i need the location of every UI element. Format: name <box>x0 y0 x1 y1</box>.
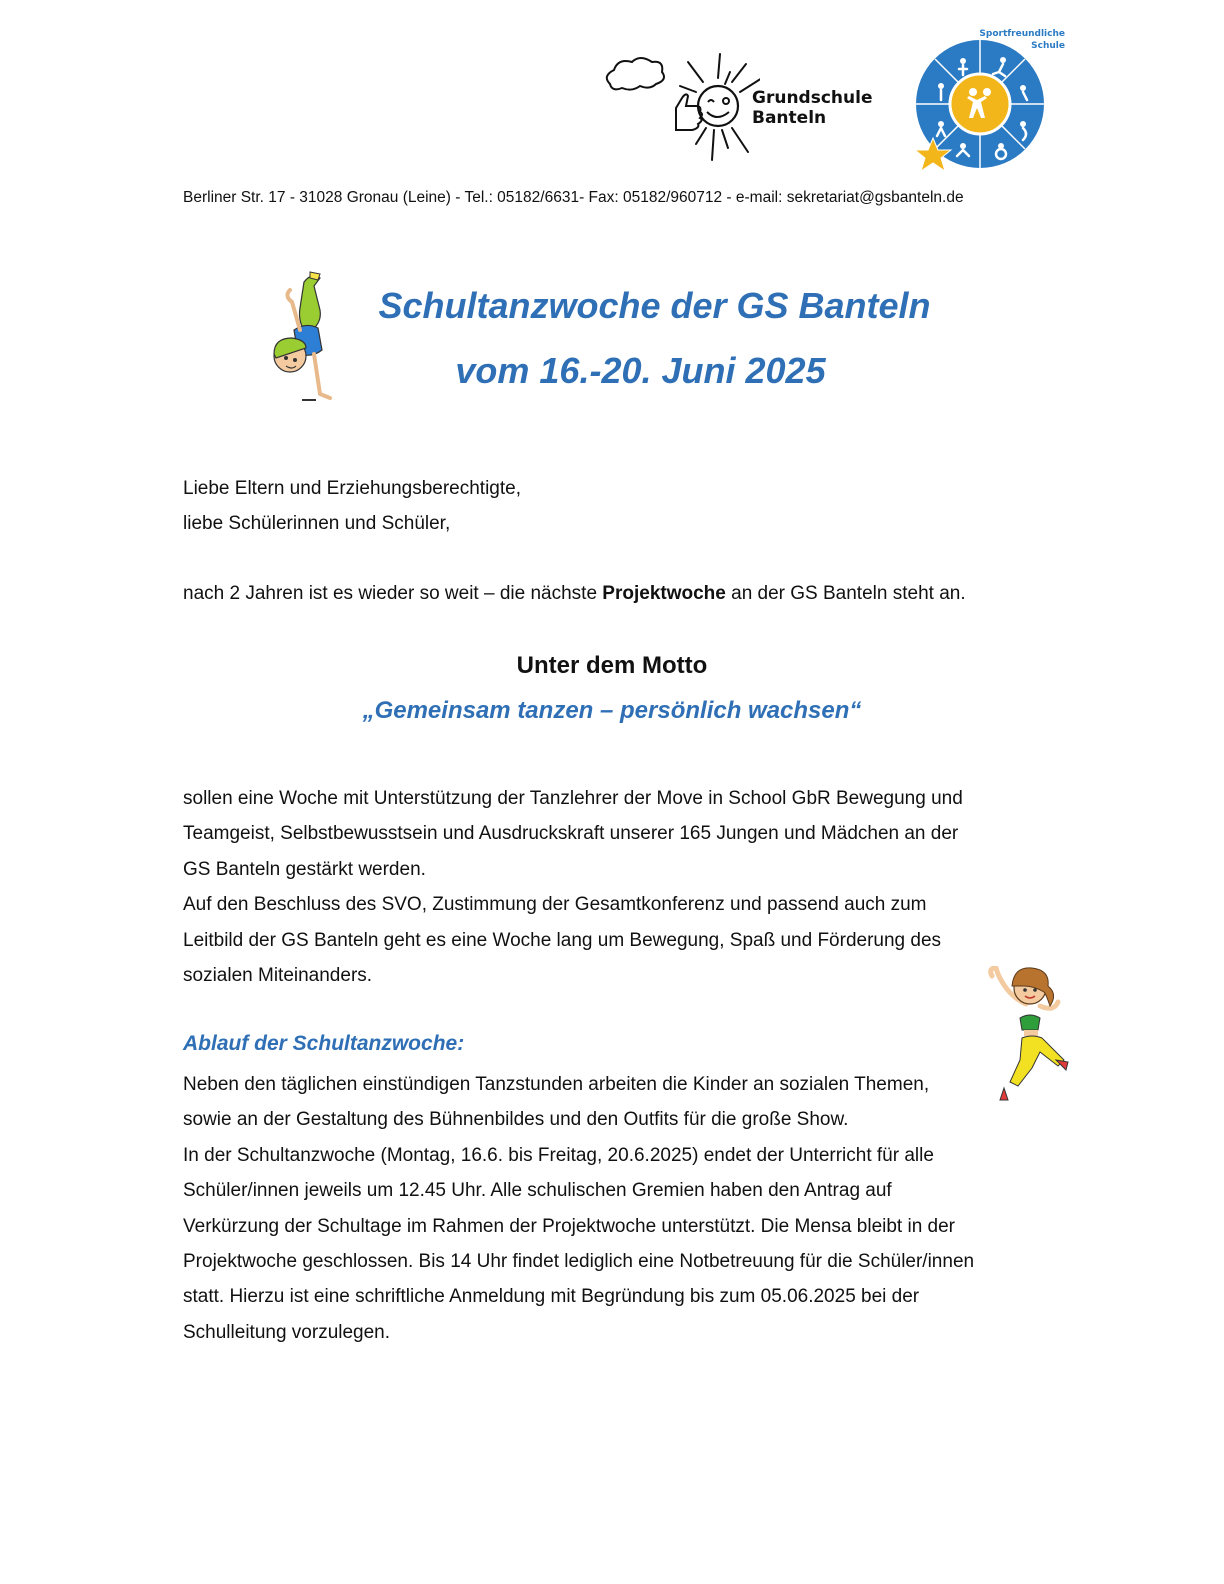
paragraph-line: In der Schultanzwoche (Montag, 16.6. bis Freitag, 20.6.2025) endet der Unterricht für alle <box>183 1144 934 1166</box>
paragraph-line: Schüler/innen jeweils um 12.45 Uhr. Alle schulischen Gremien haben den Antrag auf <box>183 1180 892 1202</box>
paragraph-line: Neben den täglichen einstündigen Tanzstunden arbeiten die Kinder an sozialen Themen, <box>183 1074 930 1095</box>
motto-heading: Unter dem Motto <box>516 652 708 679</box>
intro-sentence <box>183 576 1063 611</box>
paragraph-line: Schulleitung vorzulegen. <box>183 1321 391 1343</box>
paragraph-line: Auf den Beschluss des SVO, Zustimmung der Gesamtkonferenz und passend auch zum <box>183 894 927 916</box>
intro-after: an der GS Banteln steht an. <box>725 583 966 604</box>
paragraph-line: GS Banteln gestärkt werden. <box>183 858 426 880</box>
intro-before: nach 2 Jahren ist es wieder so weit – die nächste <box>183 583 603 604</box>
school-name <box>752 88 882 128</box>
paragraph-line: Verkürzung der Schultage im Rahmen der Projektwoche unterstützt. Die Mensa bleibt in der <box>183 1215 956 1237</box>
school-name-line2: Banteln <box>752 108 827 128</box>
address-line: Berliner Str. 17 - 31028 Gronau (Leine) - Tel.: 05182/6631- Fax: 05182/960712 - e-mail: sekretariat@gsbanteln.de <box>183 189 964 206</box>
greeting-line1: Liebe Eltern und Erziehungsberechtigte, <box>183 478 522 499</box>
paragraph-line: sozialen Miteinanders. <box>183 965 373 987</box>
intro-bold-projektwoche: Projektwoche <box>602 583 726 604</box>
paragraph-line: Teamgeist, Selbstbewusstsein und Ausdruckskraft unserer 165 Jungen und Mädchen an der <box>183 823 959 845</box>
paragraph-line: Leitbild der GS Banteln geht es eine Woche lang um Bewegung, Spaß und Förderung des <box>183 929 942 951</box>
paragraph-line: sollen eine Woche mit Unterstützung der Tanzlehrer der Move in School GbR Bewegung und <box>183 788 963 809</box>
greeting <box>183 471 1043 542</box>
sports-wheel-icon <box>905 26 1065 176</box>
sport-caption-line1: Sportfreundliche <box>979 29 1065 39</box>
motto-text: „Gemeinsam tanzen – persönlich wachsen“ <box>362 697 862 724</box>
school-name-line1: Grundschule <box>752 88 873 108</box>
sport-caption-line2: Schule <box>1031 41 1065 51</box>
sun-thumbs-up-icon <box>600 48 760 166</box>
paragraph-line: Projektwoche geschlossen. Bis 14 Uhr findet lediglich eine Notbetreuung für die Schüler/innen <box>183 1251 975 1273</box>
paragraph-line: statt. Hierzu ist eine schriftliche Anmeldung mit Begründung bis zum 05.06.2025 bei der <box>183 1286 920 1308</box>
greeting-line2: liebe Schülerinnen und Schüler, <box>183 513 451 535</box>
page-subtitle-dates: vom 16.-20. Juni 2025 <box>455 350 826 391</box>
paragraph-line: sowie an der Gestaltung des Bühnenbildes und den Outfits für die große Show. <box>183 1109 849 1131</box>
school-logo <box>600 48 873 166</box>
paragraph-ablauf <box>183 1067 1063 1350</box>
sport-school-logo <box>905 26 1065 176</box>
page-title: Schultanzwoche der GS Banteln <box>378 285 931 326</box>
paragraph-intro <box>183 781 1053 993</box>
section-heading-ablauf: Ablauf der Schultanzwoche: <box>183 1032 465 1055</box>
